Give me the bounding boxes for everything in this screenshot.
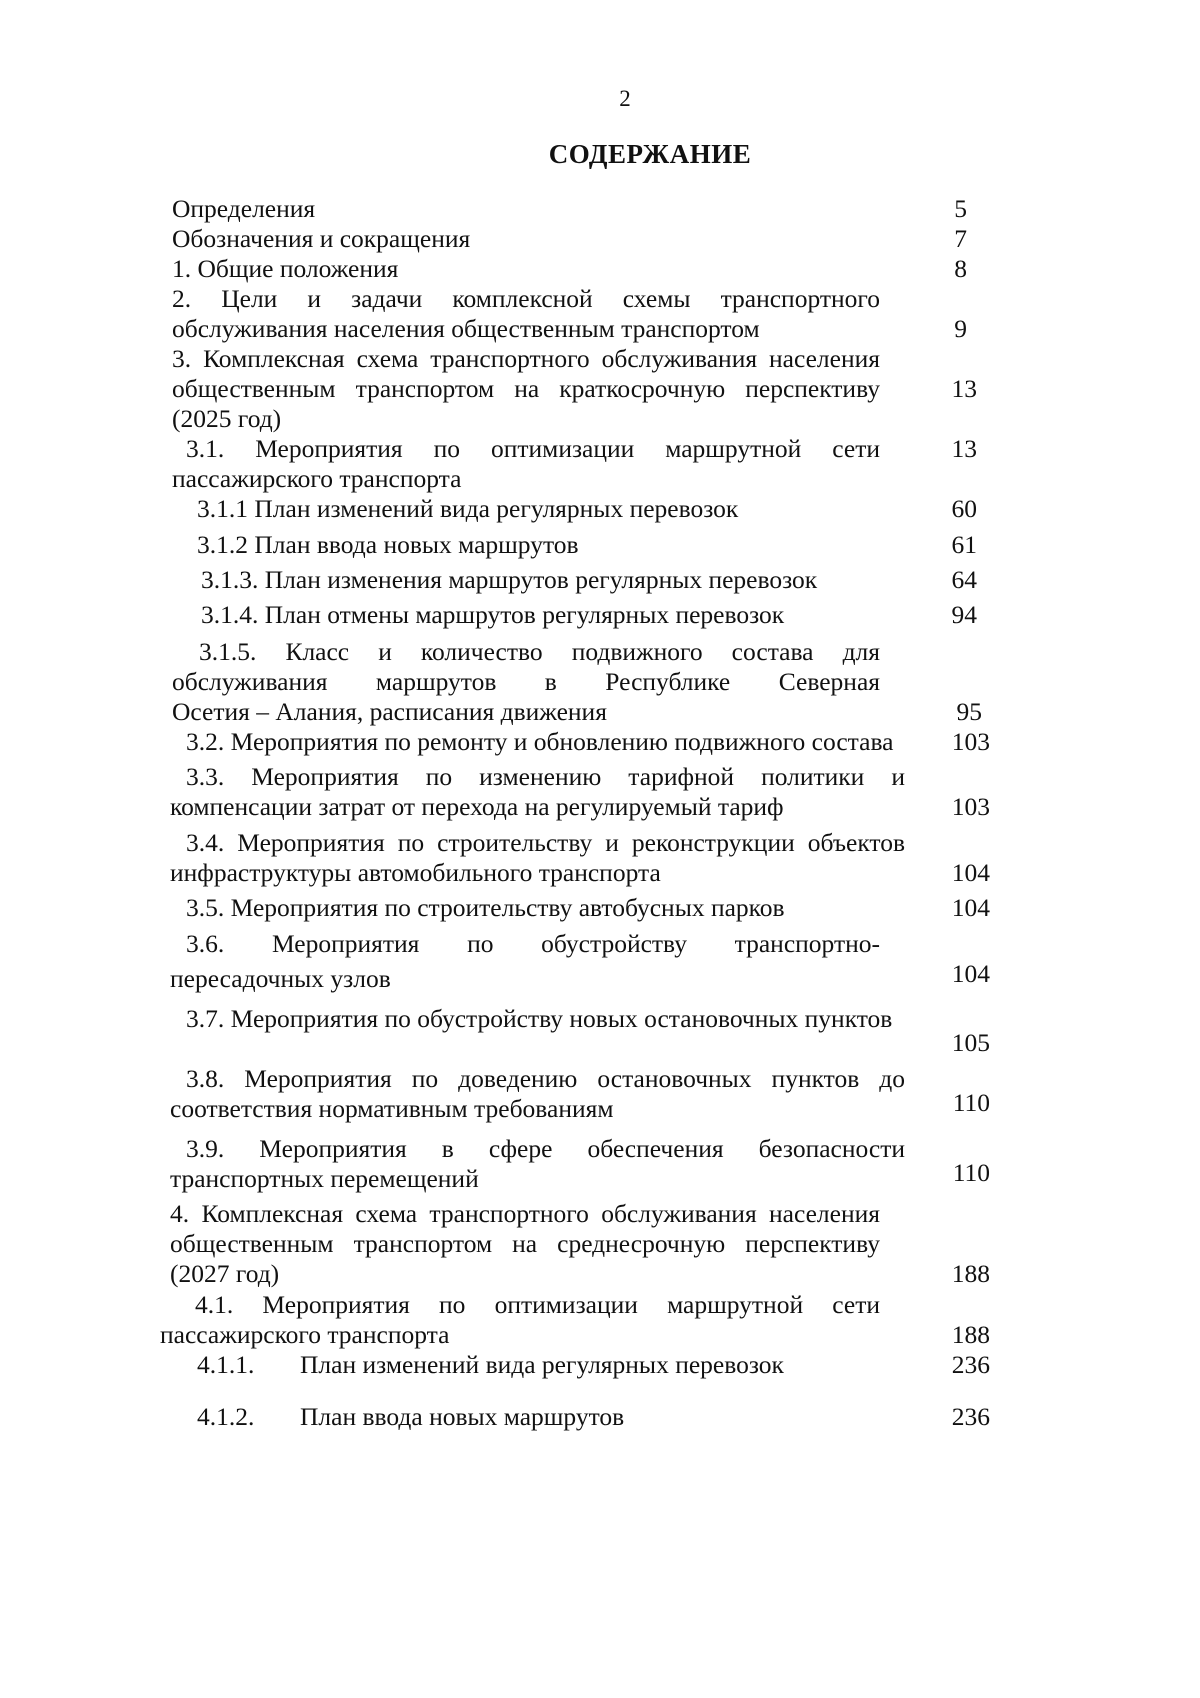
toc-entry-text: компенсации затрат от перехода на регулируемый тариф bbox=[170, 792, 784, 821]
toc-entry-text: План ввода новых маршрутов bbox=[300, 1402, 625, 1431]
toc-page-number: 110 bbox=[952, 1088, 990, 1117]
toc-entry-text: пассажирского транспорта bbox=[172, 464, 462, 493]
toc-page-number: 13 bbox=[951, 374, 977, 403]
toc-entry-text: 2. Цели и задачи комплексной схемы транспортного bbox=[172, 284, 880, 313]
toc-page-number: 9 bbox=[954, 314, 967, 343]
toc-entry-text: 3.5. Мероприятия по строительству автобусных парков bbox=[186, 893, 785, 922]
toc-page-number: 188 bbox=[951, 1259, 990, 1288]
toc-page-number: 5 bbox=[954, 194, 967, 223]
toc-entry-text: 3.3. Мероприятия по изменению тарифной политики и bbox=[186, 762, 905, 791]
toc-page-number: 8 bbox=[954, 254, 967, 283]
toc-entry-text: 3.1.2 План ввода новых маршрутов bbox=[197, 530, 579, 559]
toc-page-number: 7 bbox=[954, 224, 967, 253]
toc-page-number: 236 bbox=[951, 1402, 990, 1431]
toc-entry-text: Определения bbox=[172, 194, 316, 223]
toc-page-number: 104 bbox=[951, 959, 990, 988]
toc-entry-text: пассажирского транспорта bbox=[160, 1320, 450, 1349]
toc-entry-text: общественным транспортом на среднесрочную перспективу bbox=[170, 1229, 880, 1258]
toc-entry-text: 3. Комплексная схема транспортного обслуживания населения bbox=[172, 344, 880, 373]
toc-page-number: 103 bbox=[951, 792, 990, 821]
toc-entry-text: 3.6. Мероприятия по обустройству транспортно- bbox=[186, 929, 880, 958]
toc-page-number: 60 bbox=[951, 494, 977, 523]
toc-entry-text: 3.2. Мероприятия по ремонту и обновлению подвижного состава bbox=[186, 727, 894, 756]
toc-entry-text: 1. Общие положения bbox=[172, 254, 399, 283]
toc-entry-text: 3.7. Мероприятия по обустройству новых остановочных пунктов bbox=[186, 1004, 893, 1033]
toc-page-number: 236 bbox=[951, 1350, 990, 1379]
toc-entry-text: транспортных перемещений bbox=[170, 1164, 479, 1193]
toc-entry-number: 4.1.1. bbox=[197, 1350, 255, 1379]
toc-entry-text: пересадочных узлов bbox=[170, 964, 391, 993]
toc-entry-text: обслуживания населения общественным транспортом bbox=[172, 314, 760, 343]
toc-entry-text: План изменений вида регулярных перевозок bbox=[300, 1350, 784, 1379]
toc-entry-text: Обозначения и сокращения bbox=[172, 224, 471, 253]
toc-entry-text: 3.1.1 План изменений вида регулярных перевозок bbox=[197, 494, 739, 523]
page-number: 2 bbox=[619, 86, 631, 111]
toc-page-number: 94 bbox=[951, 600, 977, 629]
toc-entry-text: 3.1. Мероприятия по оптимизации маршрутной сети bbox=[186, 434, 880, 463]
toc-page-number: 61 bbox=[951, 530, 977, 559]
toc-entry-text: 3.4. Мероприятия по строительству и реконструкции объектов bbox=[186, 828, 905, 857]
toc-entry-number: 4.1.2. bbox=[197, 1402, 255, 1431]
toc-entry-text: 3.9. Мероприятия в сфере обеспечения безопасности bbox=[186, 1134, 905, 1163]
toc-entry-text: 3.1.3. План изменения маршрутов регулярных перевозок bbox=[201, 565, 818, 594]
toc-page-number: 104 bbox=[951, 858, 990, 887]
toc-page-number: 103 bbox=[951, 727, 990, 756]
toc-page-number: 13 bbox=[951, 434, 977, 463]
page-title: СОДЕРЖАНИЕ bbox=[548, 139, 752, 169]
toc-page-number: 110 bbox=[952, 1158, 990, 1187]
toc-entry-text: общественным транспортом на краткосрочную перспективу bbox=[172, 374, 880, 403]
toc-entry-text: 3.8. Мероприятия по доведению остановочных пунктов до bbox=[186, 1064, 905, 1093]
toc-page-number: 105 bbox=[951, 1028, 990, 1057]
toc-entry-text: (2027 год) bbox=[170, 1259, 280, 1288]
toc-page-number: 104 bbox=[951, 893, 990, 922]
toc-entry-text: 3.1.5. Класс и количество подвижного состава для bbox=[199, 637, 880, 666]
toc-entry-text: инфраструктуры автомобильного транспорта bbox=[170, 858, 661, 887]
toc-entry-text: 3.1.4. План отмены маршрутов регулярных перевозок bbox=[201, 600, 785, 629]
toc-entry-text: Осетия – Алания, расписания движения bbox=[172, 697, 607, 726]
toc-entry-text: 4. Комплексная схема транспортного обслуживания населения bbox=[170, 1199, 880, 1228]
toc-entry-text: обслуживания маршрутов в Республике Северная bbox=[172, 667, 880, 696]
toc-page-number: 188 bbox=[951, 1320, 990, 1349]
toc-entry-text: (2025 год) bbox=[172, 404, 282, 433]
toc-entry-text: соответствия нормативным требованиям bbox=[170, 1094, 614, 1123]
toc-entry-text: 4.1. Мероприятия по оптимизации маршрутной сети bbox=[195, 1290, 880, 1319]
toc-page-number: 64 bbox=[951, 565, 977, 594]
toc-page-number: 95 bbox=[956, 697, 982, 726]
